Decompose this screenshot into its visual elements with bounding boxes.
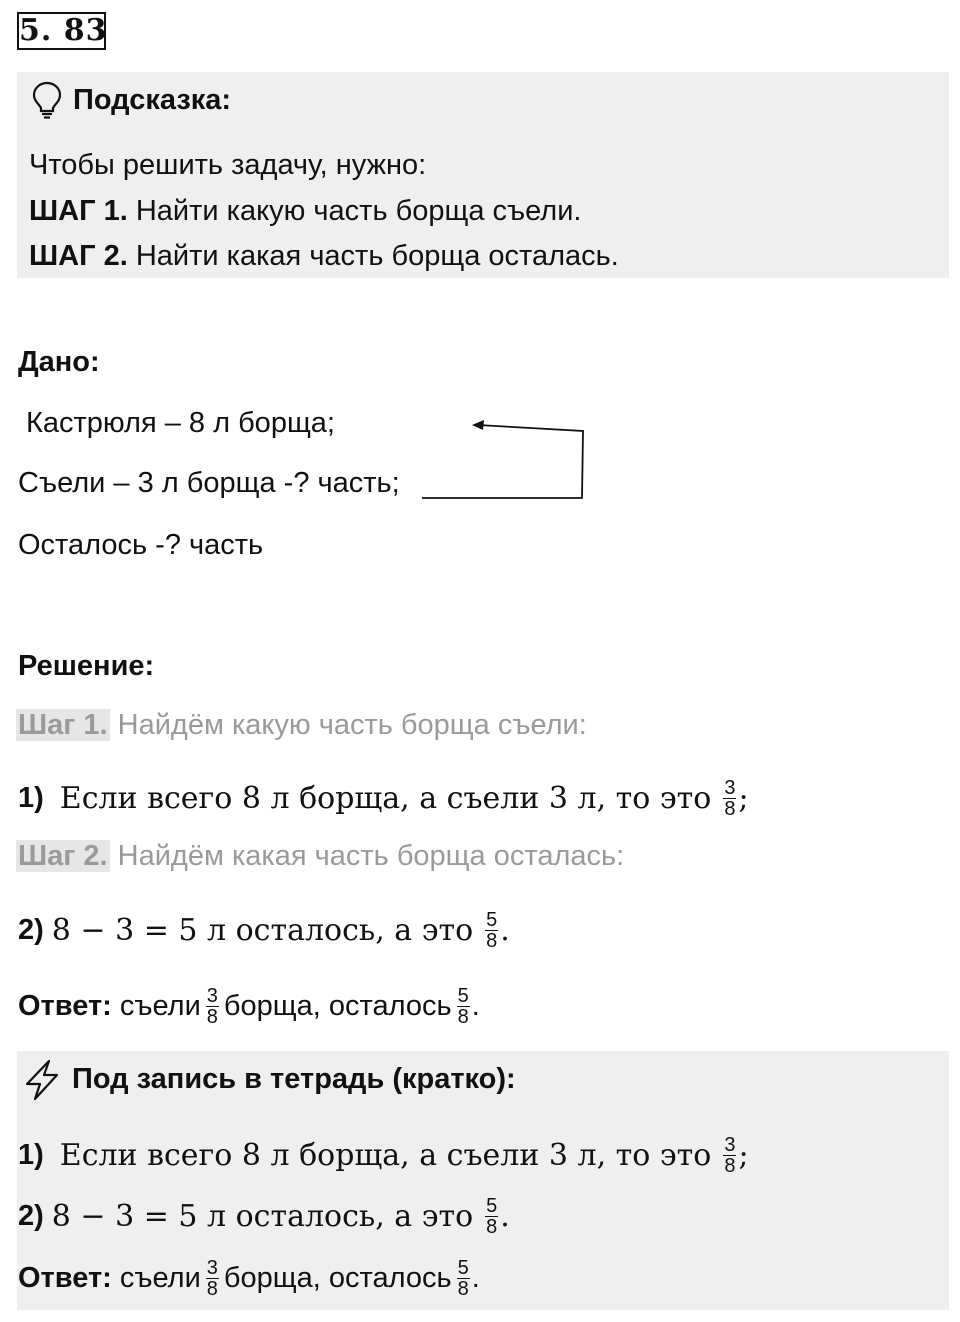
- notes-frac2: [485, 1196, 498, 1237]
- solution-answer-frac2: [457, 986, 470, 1027]
- given-line3: Осталось -? часть: [18, 529, 264, 561]
- notes-frac1: [723, 1135, 736, 1176]
- hint-step2: [29, 240, 619, 273]
- hint-intro: Чтобы решить задачу, нужно:: [29, 149, 427, 181]
- solution-frac2-den: 8: [486, 929, 498, 952]
- notes-answer-label: Ответ:: [18, 1261, 112, 1294]
- solution-line1: [18, 768, 749, 828]
- notes-answer-frac1-den: 8: [206, 1277, 218, 1300]
- notes-line1-end: ;: [738, 1137, 749, 1173]
- solution-answer-frac1-den: 8: [206, 1005, 218, 1028]
- solution-step1: [18, 709, 587, 742]
- solution-frac2: [485, 910, 498, 951]
- solution-line1-end: ;: [738, 780, 749, 816]
- solution-line2: [18, 900, 510, 960]
- solution-step2-label: Шаг 2.: [18, 840, 108, 872]
- notes-line2-end: .: [500, 1198, 510, 1234]
- solution-step2: [18, 840, 624, 873]
- solution-answer-frac2-den: 8: [457, 1005, 469, 1028]
- hint-step1: [29, 195, 582, 228]
- solution-step2-text: Найдём какая часть борща осталась:: [109, 840, 625, 872]
- solution-frac2-num: 5: [486, 908, 498, 931]
- given-line2: Съели – 3 л борща -? часть;: [18, 467, 400, 499]
- solution-answer: [18, 976, 480, 1036]
- solution-answer-end: .: [471, 989, 480, 1022]
- solution-answer-label: Ответ:: [18, 989, 112, 1022]
- solution-line2-num: 2): [18, 913, 44, 946]
- notes-frac2-den: 8: [486, 1215, 498, 1238]
- lightbulb-icon: [30, 80, 64, 120]
- hint-step2-text: Найти какая часть борща осталась.: [127, 240, 619, 272]
- solution-line2-text: 8 − 3 = 5 л осталось, а это: [51, 912, 474, 948]
- solution-line1-num: 1): [18, 781, 44, 814]
- hint-step1-label: ШАГ 1.: [29, 195, 128, 227]
- solution-frac1-den: 8: [724, 797, 736, 820]
- solution-answer-frac2-num: 5: [457, 984, 469, 1007]
- notes-answer-frac1-num: 3: [206, 1256, 218, 1279]
- given-title: Дано:: [18, 346, 100, 378]
- solution-line1-text: Если всего 8 л борща, а съели 3 л, то это: [59, 780, 712, 816]
- notes-answer-frac1: [206, 1258, 219, 1299]
- notes-line1-num: 1): [18, 1138, 44, 1171]
- notes-answer-frac2: [457, 1258, 470, 1299]
- notes-answer-b: борща, осталось: [223, 1261, 452, 1294]
- notes-answer-a: съели: [111, 1261, 201, 1294]
- notes-frac2-num: 5: [486, 1194, 498, 1217]
- bracket-arrow: [420, 415, 590, 505]
- lightning-icon: [22, 1058, 62, 1102]
- notes-answer-frac2-den: 8: [457, 1277, 469, 1300]
- solution-step1-text: Найдём какую часть борща съели:: [109, 709, 587, 741]
- notes-frac1-den: 8: [724, 1154, 736, 1177]
- solution-answer-b: борща, осталось: [223, 989, 452, 1022]
- solution-line2-end: .: [500, 912, 510, 948]
- notes-line2-num: 2): [18, 1199, 44, 1232]
- notes-title: Под запись в тетрадь (кратко):: [72, 1063, 516, 1095]
- notes-line2-text: 8 − 3 = 5 л осталось, а это: [51, 1198, 474, 1234]
- notes-line1: [18, 1125, 749, 1185]
- hint-title: Подсказка:: [73, 84, 232, 116]
- notes-answer-end: .: [471, 1261, 480, 1294]
- notes-line1-text: Если всего 8 л борща, а съели 3 л, то это: [59, 1137, 712, 1173]
- hint-step2-label: ШАГ 2.: [29, 240, 128, 272]
- solution-step1-label: Шаг 1.: [18, 709, 108, 741]
- solution-frac1: [723, 778, 736, 819]
- hint-step1-text: Найти какую часть борща съели.: [127, 195, 582, 227]
- solution-answer-frac1-num: 3: [206, 984, 218, 1007]
- problem-number: 5. 83: [19, 13, 108, 48]
- solution-answer-a: съели: [111, 989, 201, 1022]
- notes-answer: [18, 1248, 480, 1308]
- given-line1: Кастрюля – 8 л борща;: [26, 407, 335, 439]
- notes-line2: [18, 1186, 510, 1246]
- notes-answer-frac2-num: 5: [457, 1256, 469, 1279]
- solution-title: Решение:: [18, 650, 155, 682]
- solution-frac1-num: 3: [724, 776, 736, 799]
- notes-frac1-num: 3: [724, 1133, 736, 1156]
- solution-answer-frac1: [206, 986, 219, 1027]
